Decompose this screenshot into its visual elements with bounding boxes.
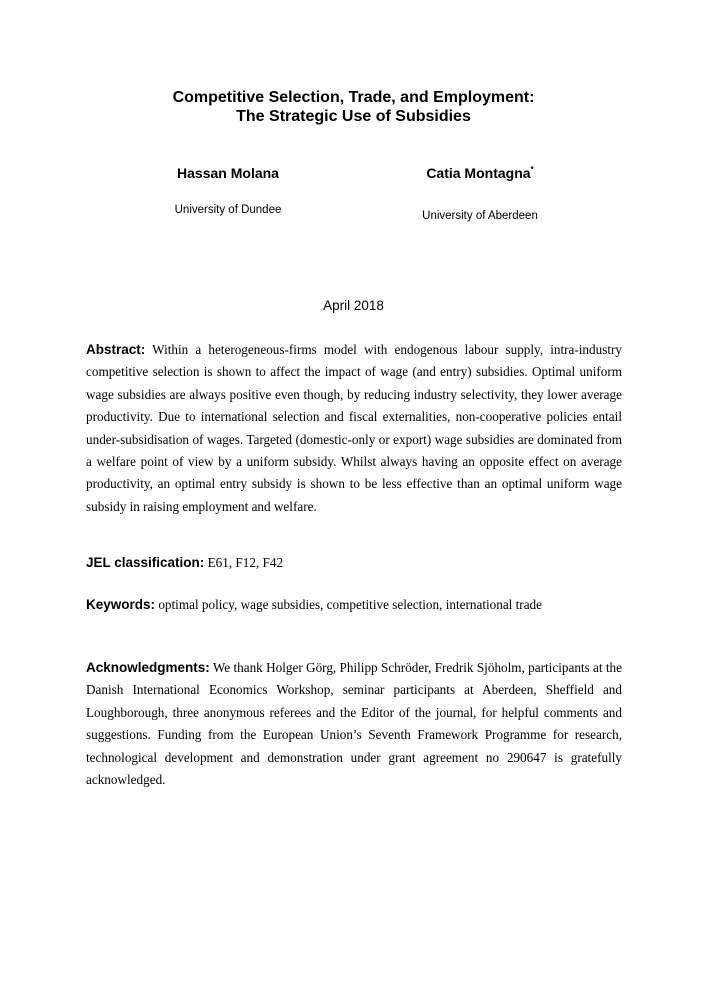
keywords-text: optimal policy, wage subsidies, competitive selection, international trade — [158, 597, 543, 612]
author-name-1: Hassan Molana — [177, 165, 279, 181]
title-line-1: Competitive Selection, Trade, and Employment: — [172, 89, 535, 106]
paper-date: April 2018 — [323, 298, 384, 313]
footnote-marker[interactable]: * — [530, 165, 534, 174]
abstract-text: Within a heterogeneous-firms model with endogenous labour supply, intra-industry competitive selection is shown to affect the impact of wage (and entry) subsidies. Optimal uniform wage subsidies are always positive even though, by reducing industry selectivity, they lower average productivity. Due to international selection and fiscal externalities, non-cooperative policies entail under-subsidisation of wages. Targeted (domestic-only or export) wage subsidies are dominated from a welfare point of view by a uniform subsidy. Whilst always having an opposite effect on average productivity, an optimal entry subsidy is shown to be less effective than an optimal uniform wage subsidy in raising employment and welfare. — [86, 342, 622, 514]
jel-section — [86, 552, 622, 574]
acknowledgments-label: Acknowledgments: — [86, 660, 210, 675]
author-block-2 — [400, 165, 560, 223]
paper-title — [0, 88, 707, 126]
keywords-label: Keywords: — [86, 597, 156, 612]
author-name-2: Catia Montagna* — [426, 165, 534, 181]
jel-label: JEL classification: — [86, 555, 205, 570]
acknowledgments-text: We thank Holger Görg, Philipp Schröder, Fredrik Sjöholm, participants at the Danish International Economics Workshop, seminar participants at Aberdeen, Sheffield and Loughborough, three anonymous referees and the Editor of the journal, for helpful comments and suggestions. Funding from the European Union’s Seventh Framework Programme for research, technological development and demonstration under grant agreement no 290647 is gratefully acknowledged. — [86, 660, 622, 788]
author-affiliation-2: University of Aberdeen — [422, 210, 538, 222]
title-line-2: The Strategic Use of Subsidies — [236, 108, 471, 125]
author-affiliation-1: University of Dundee — [174, 204, 282, 216]
jel-codes: E61, F12, F42 — [207, 555, 284, 570]
author-block-1 — [156, 165, 300, 217]
acknowledgments-section — [86, 657, 622, 791]
keywords-section — [86, 594, 622, 616]
abstract-label: Abstract: — [86, 342, 146, 357]
abstract-section — [86, 339, 622, 518]
